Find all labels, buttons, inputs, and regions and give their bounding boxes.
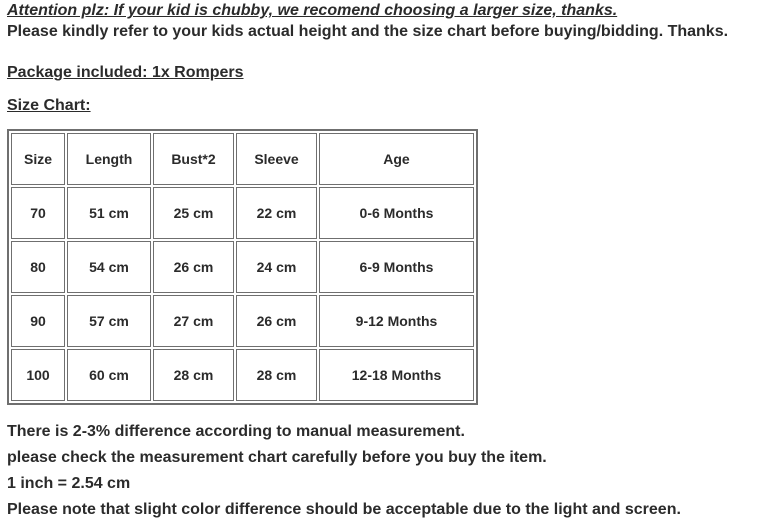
cell-age: 9-12 Months	[319, 295, 474, 347]
cell-bust: 28 cm	[153, 349, 234, 401]
cell-bust: 25 cm	[153, 187, 234, 239]
check-chart-note: please check the measurement chart carefully before you buy the item.	[7, 449, 547, 466]
header-age: Age	[319, 133, 474, 185]
table-row	[11, 241, 474, 293]
color-difference-note: Please note that slight color difference should be acceptable due to the light and screen.	[7, 501, 681, 518]
cell-sleeve: 24 cm	[236, 241, 317, 293]
cell-sleeve: 26 cm	[236, 295, 317, 347]
cell-age: 12-18 Months	[319, 349, 474, 401]
cell-size: 100	[11, 349, 65, 401]
header-length: Length	[67, 133, 151, 185]
attention-note: Attention plz: If your kid is chubby, we recomend choosing a larger size, thanks.	[7, 2, 618, 19]
cell-age: 0-6 Months	[319, 187, 474, 239]
size-chart-heading: Size Chart:	[7, 97, 91, 114]
cell-length: 51 cm	[67, 187, 151, 239]
cell-size: 70	[11, 187, 65, 239]
cell-length: 54 cm	[67, 241, 151, 293]
header-bust: Bust*2	[153, 133, 234, 185]
cell-sleeve: 28 cm	[236, 349, 317, 401]
header-size: Size	[11, 133, 65, 185]
cell-length: 60 cm	[67, 349, 151, 401]
cell-bust: 27 cm	[153, 295, 234, 347]
table-row	[11, 187, 474, 239]
table-header-row	[11, 133, 474, 185]
table-row	[11, 295, 474, 347]
cell-age: 6-9 Months	[319, 241, 474, 293]
cell-size: 90	[11, 295, 65, 347]
cell-size: 80	[11, 241, 65, 293]
cell-length: 57 cm	[67, 295, 151, 347]
inch-conversion-note: 1 inch = 2.54 cm	[7, 475, 131, 492]
size-reference-note: Please kindly refer to your kids actual height and the size chart before buying/bidding. Thanks.	[7, 23, 729, 40]
header-sleeve: Sleeve	[236, 133, 317, 185]
table-row	[11, 349, 474, 401]
cell-bust: 26 cm	[153, 241, 234, 293]
size-chart-table	[7, 129, 478, 405]
package-included: Package included: 1x Rompers	[7, 64, 244, 81]
measurement-difference-note: There is 2-3% difference according to manual measurement.	[7, 423, 465, 440]
cell-sleeve: 22 cm	[236, 187, 317, 239]
